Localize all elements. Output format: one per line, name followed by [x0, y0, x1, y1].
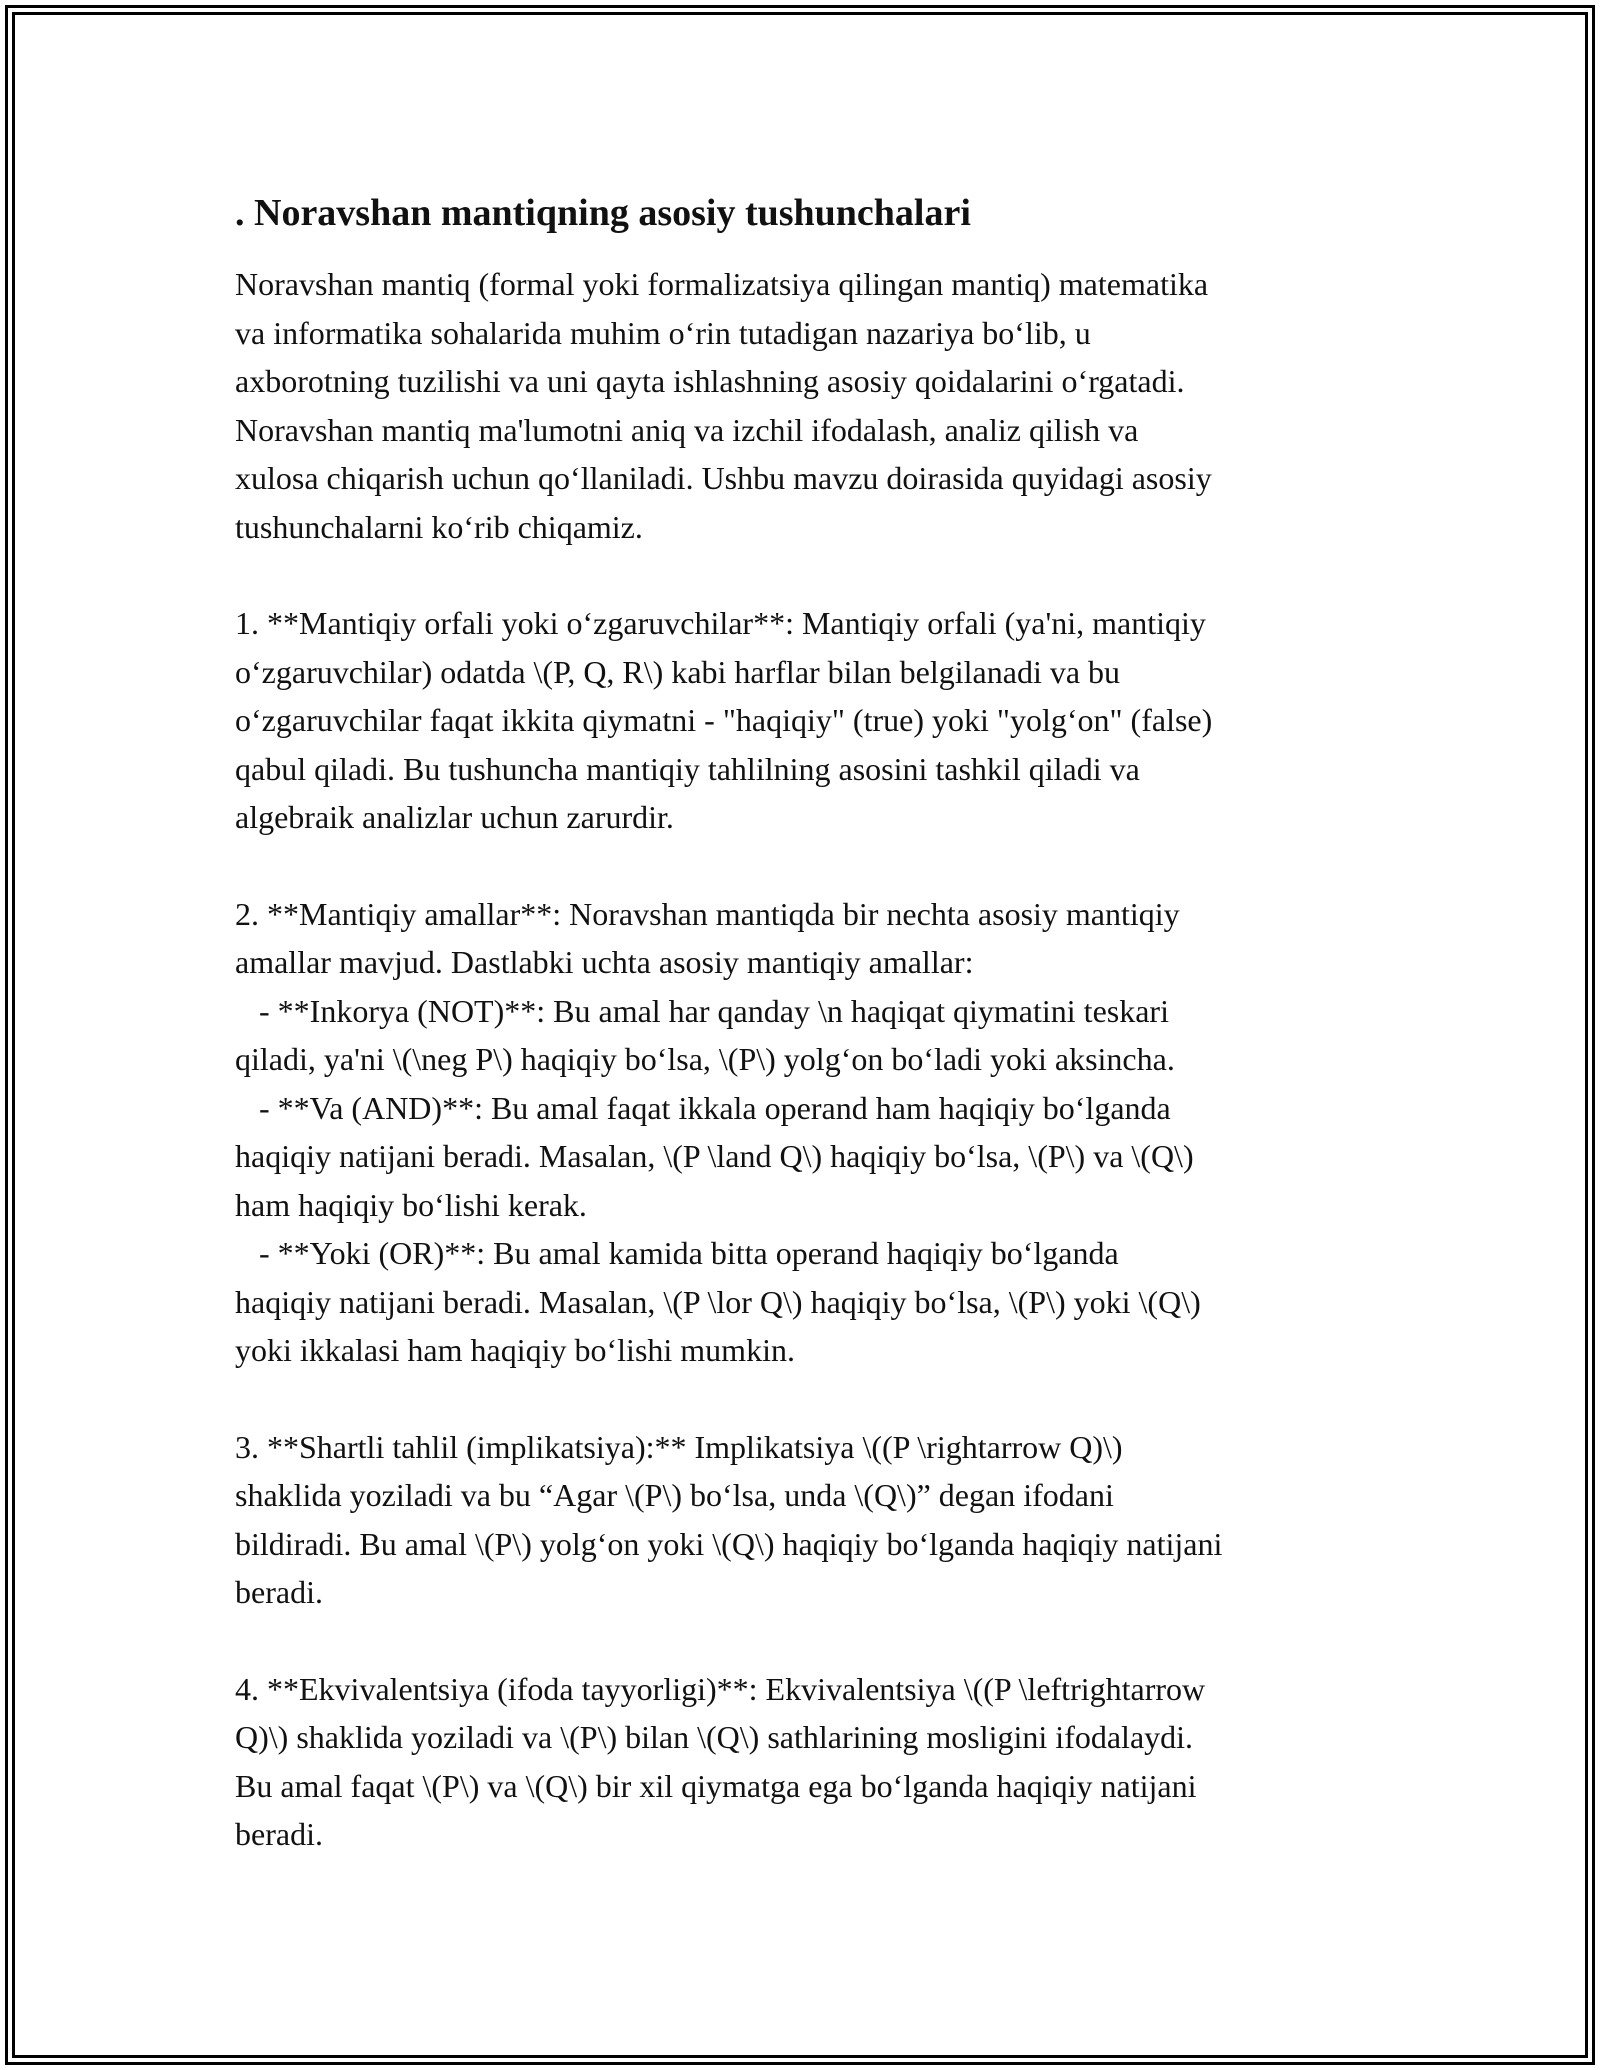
text-line: 2. **Mantiqiy amallar**: Noravshan mantiqda bir nechta asosiy mantiqiy [235, 895, 1180, 932]
text-line: o‘zgaruvchilar) odatda \(P, Q, R\) kabi harflar bilan belgilanadi va bu [235, 653, 1121, 690]
text-line: Q)\) shaklida yoziladi va \(P\) bilan \(Q\) sathlarining mosligini ifodalaydi. [235, 1719, 1194, 1755]
paragraph-item-2 [235, 890, 1375, 1375]
text-line: algebraik analizlar uchun zarurdir. [235, 799, 674, 835]
text-line: beradi. [235, 1574, 323, 1610]
text-line: shaklida yoziladi va bu “Agar \(P\) bo‘lsa, unda \(Q\)” degan ifodani [235, 1477, 1114, 1513]
text-line: yoki ikkalasi ham haqiqiy bo‘lishi mumkin. [235, 1332, 795, 1368]
text-line: qiladi, ya'ni \(\neg P\) haqiqiy bo‘lsa, \(P\) yolg‘on bo‘ladi yoki aksincha. [235, 1041, 1175, 1077]
paragraph-intro [235, 260, 1375, 551]
text-line: - **Yoki (OR)**: Bu amal kamida bitta operand haqiqiy bo‘lganda [235, 1235, 1119, 1271]
text-line: - **Va (AND)**: Bu amal faqat ikkala operand ham haqiqiy bo‘lganda [235, 1089, 1171, 1126]
text-line: ham haqiqiy bo‘lishi kerak. [235, 1186, 587, 1223]
text-line: axborotning tuzilishi va uni qayta ishlashning asosiy qoidalarini o‘rgatadi. [235, 363, 1185, 399]
text-line: tushunchalarni ko‘rib chiqamiz. [235, 508, 643, 545]
text-line: qabul qiladi. Bu tushuncha mantiqiy tahlilning asosini tashkil qiladi va [235, 750, 1140, 787]
text-line: Noravshan mantiq ma'lumotni aniq va izchil ifodalash, analiz qilish va [235, 411, 1139, 448]
text-line: - **Inkorya (NOT)**: Bu amal har qanday \n haqiqat qiymatini teskari [235, 992, 1169, 1029]
text-line: beradi. [235, 1816, 323, 1852]
document-body [235, 188, 1375, 1907]
paragraph-item-1 [235, 599, 1375, 842]
text-line: 1. **Mantiqiy orfali yoki o‘zgaruvchilar**: Mantiqiy orfali (ya'ni, mantiqiy [235, 605, 1206, 641]
text-line: Bu amal faqat \(P\) va \(Q\) bir xil qiymatga ega bo‘lganda haqiqiy natijani [235, 1767, 1197, 1804]
text-line: bildiradi. Bu amal \(P\) yolg‘on yoki \(Q\) haqiqiy bo‘lganda haqiqiy natijani [235, 1525, 1223, 1562]
paragraph-item-4 [235, 1665, 1375, 1859]
text-line: va informatika sohalarida muhim o‘rin tutadigan nazariya bo‘lib, u [235, 314, 1091, 351]
text-line: Noravshan mantiq (formal yoki formalizatsiya qilingan mantiq) matematika [235, 266, 1209, 302]
text-line: 3. **Shartli tahlil (implikatsiya):** Implikatsiya \((P \rightarrow Q)\) [235, 1428, 1123, 1465]
text-line: 4. **Ekvivalentsiya (ifoda tayyorligi)**: Ekvivalentsiya \((P \leftrightarrow [235, 1670, 1206, 1707]
text-line: amallar mavjud. Dastlabki uchta asosiy mantiqiy amallar: [235, 944, 974, 980]
text-line: o‘zgaruvchilar faqat ikkita qiymatni - "haqiqiy" (true) yoki "yolg‘on" (false) [235, 702, 1213, 738]
text-line: xulosa chiqarish uchun qo‘llaniladi. Ushbu mavzu doirasida quyidagi asosiy [235, 460, 1212, 496]
text-line: haqiqiy natijani beradi. Masalan, \(P \lor Q\) haqiqiy bo‘lsa, \(P\) yoki \(Q\) [235, 1283, 1201, 1320]
paragraph-item-3 [235, 1423, 1375, 1617]
text-line: haqiqiy natijani beradi. Masalan, \(P \land Q\) haqiqiy bo‘lsa, \(P\) va \(Q\) [235, 1138, 1194, 1174]
section-heading: . Noravshan mantiqning asosiy tushunchalari [235, 192, 971, 234]
